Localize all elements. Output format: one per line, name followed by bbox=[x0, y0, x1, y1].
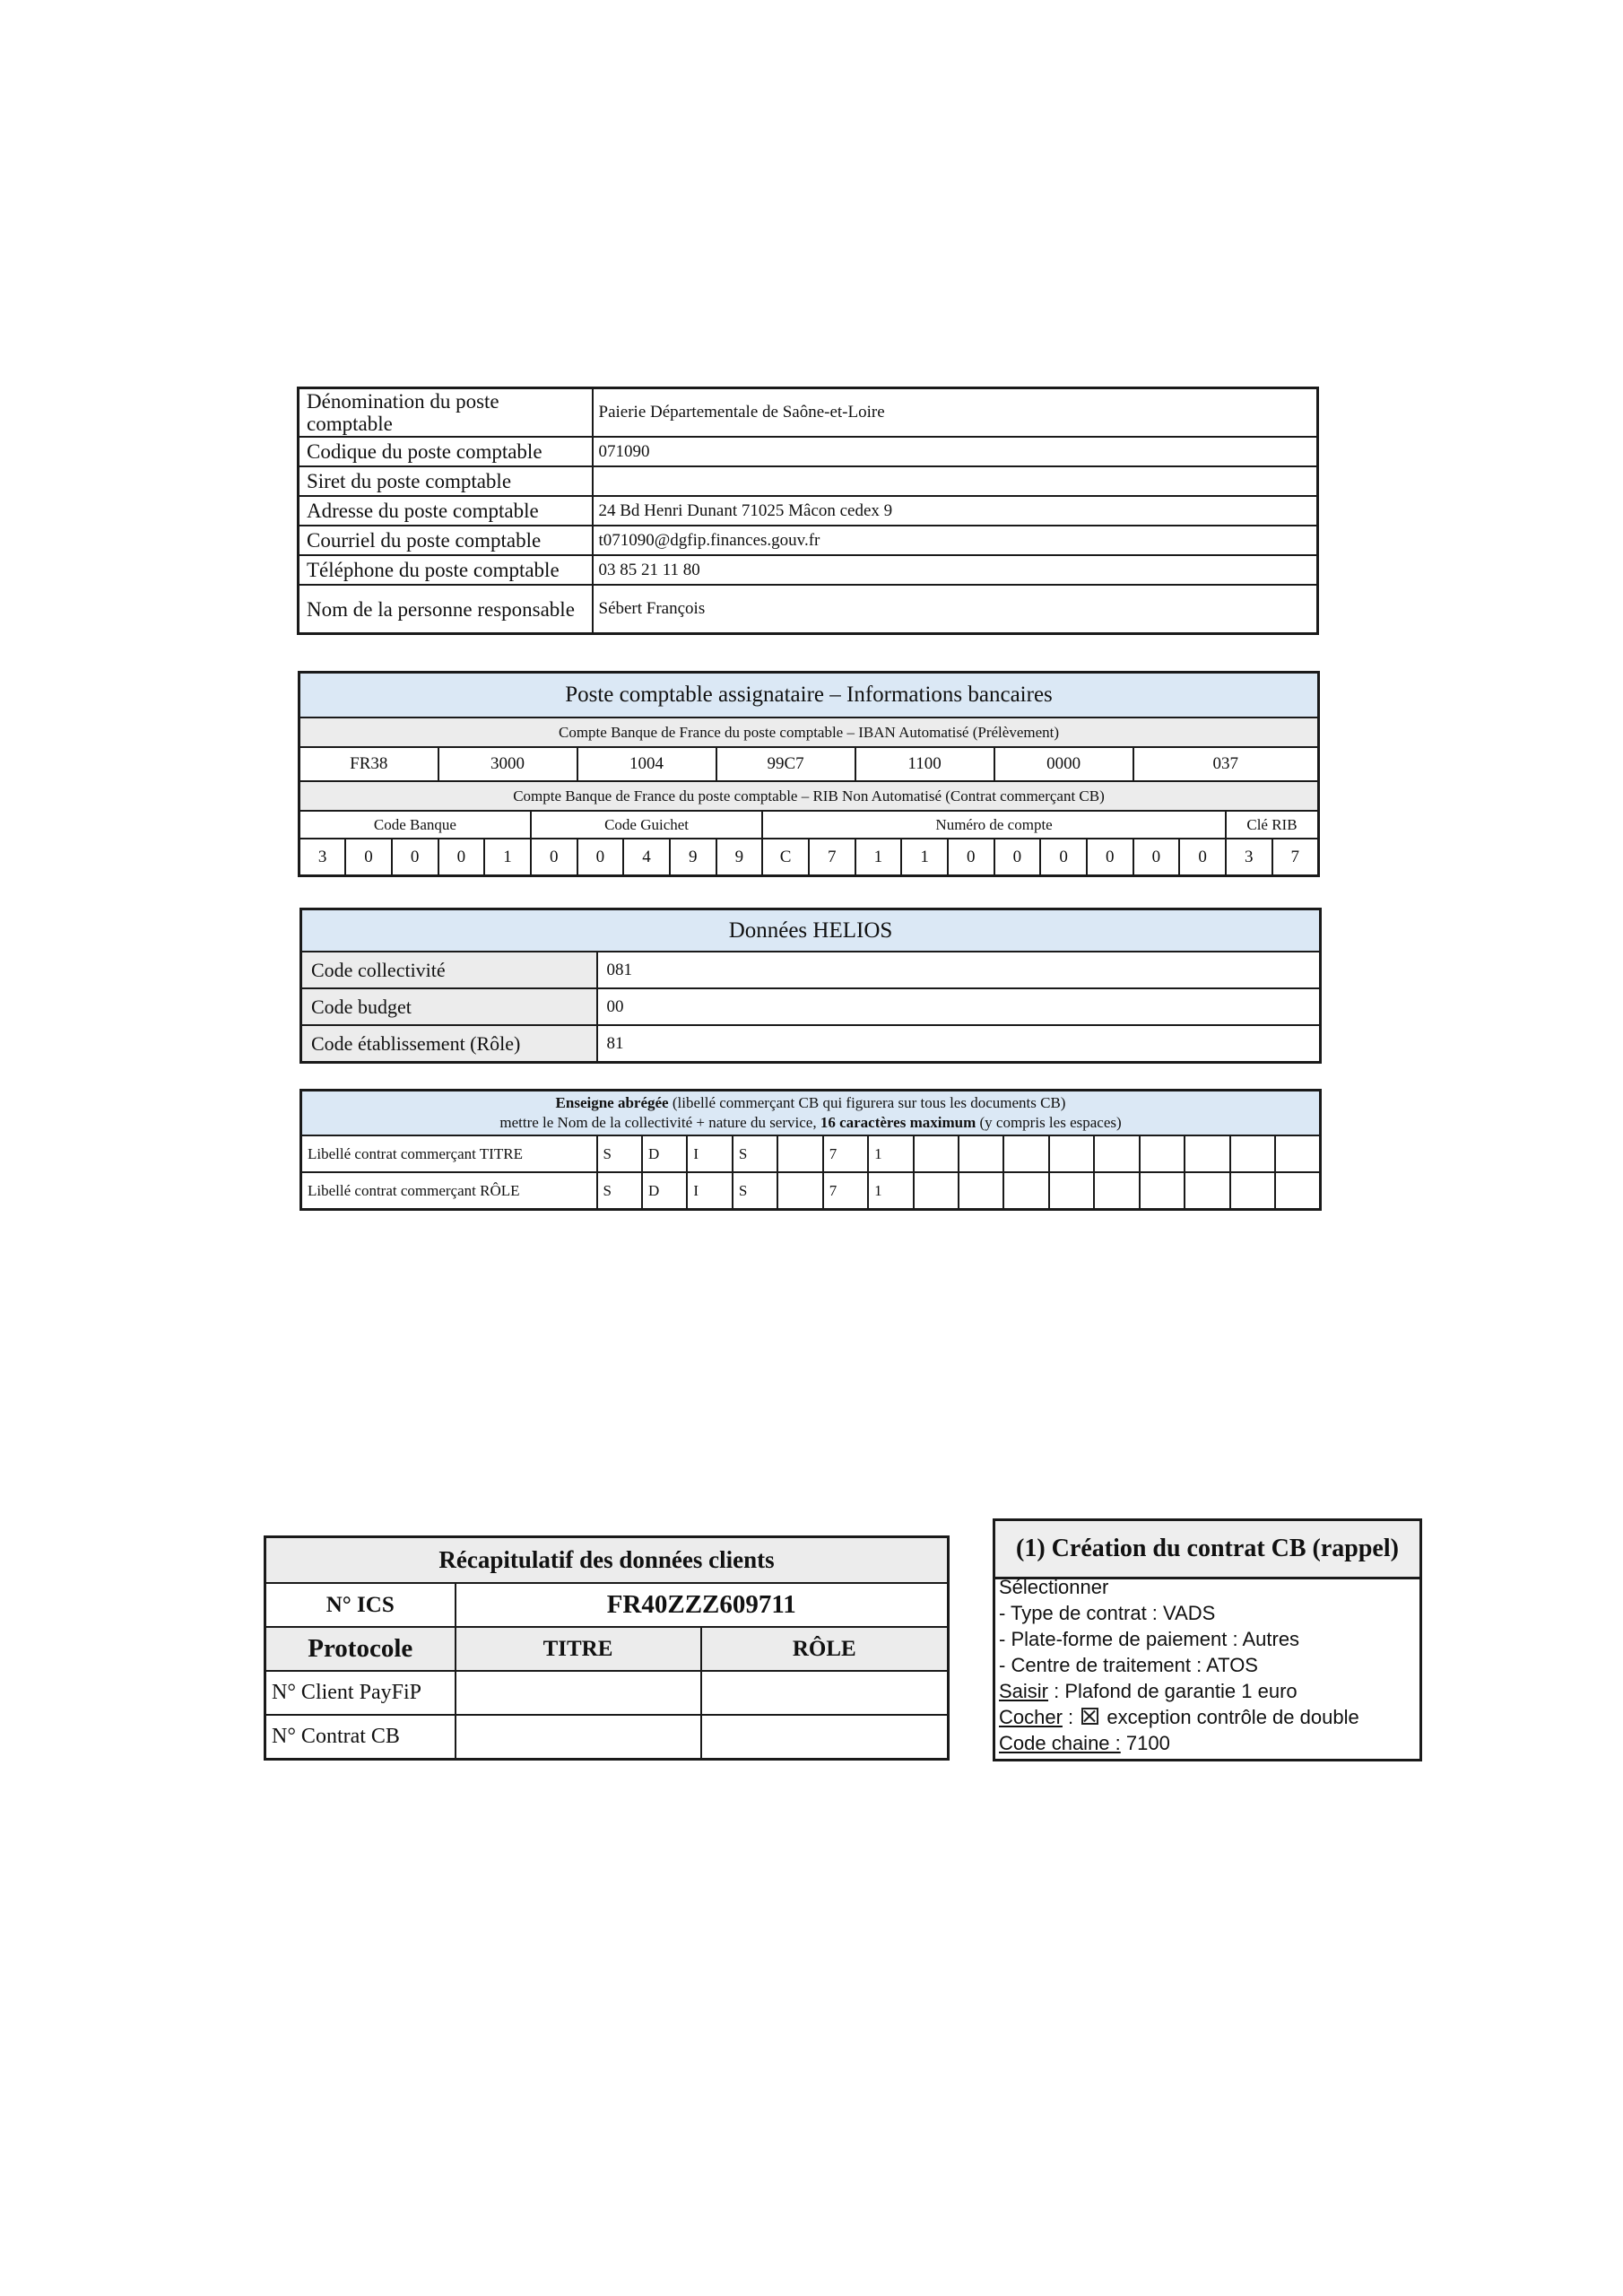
poste-row bbox=[299, 526, 1318, 555]
poste-row-label: Nom de la personne responsable bbox=[299, 585, 593, 634]
helios-row-label: Code budget bbox=[301, 988, 597, 1025]
cb-saisir-line bbox=[999, 1678, 1416, 1704]
poste-comptable-table bbox=[297, 387, 1319, 635]
rib-digit: 0 bbox=[1040, 839, 1087, 876]
enseigne-char-cell[interactable]: I bbox=[687, 1135, 732, 1172]
iban-row bbox=[299, 747, 1319, 781]
enseigne-char-cell[interactable]: 1 bbox=[868, 1135, 913, 1172]
poste-row-value: t071090@dgfip.finances.gouv.fr bbox=[593, 526, 1318, 555]
contrat-cb-titre-cell[interactable] bbox=[456, 1715, 701, 1760]
col-role-header: RÔLE bbox=[701, 1627, 949, 1671]
helios-row-value: 81 bbox=[597, 1025, 1321, 1063]
ics-label: N° ICS bbox=[265, 1583, 456, 1627]
enseigne-char-cell[interactable] bbox=[1185, 1172, 1229, 1210]
cb-selectionner: Sélectionner bbox=[999, 1576, 1109, 1598]
enseigne-line2-b: (y compris les espaces) bbox=[976, 1114, 1122, 1131]
enseigne-char-cell[interactable]: S bbox=[597, 1172, 642, 1210]
rib-digit: 0 bbox=[948, 839, 994, 876]
helios-row bbox=[301, 1025, 1321, 1063]
client-payfip-titre-cell[interactable] bbox=[456, 1671, 701, 1715]
bank-info-table bbox=[298, 671, 1320, 877]
creation-contrat-cb-title: (1) Création du contrat CB (rappel) bbox=[995, 1521, 1419, 1579]
rib-digit: 0 bbox=[392, 839, 438, 876]
poste-row bbox=[299, 388, 1318, 438]
iban-part: 1100 bbox=[855, 747, 994, 781]
enseigne-char-cell[interactable] bbox=[777, 1135, 822, 1172]
enseigne-char-cell[interactable] bbox=[1230, 1135, 1275, 1172]
enseigne-char-cell[interactable] bbox=[1185, 1135, 1229, 1172]
iban-part: 037 bbox=[1133, 747, 1319, 781]
recap-title: Récapitulatif des données clients bbox=[265, 1537, 949, 1584]
enseigne-row-label: Libellé contrat commerçant RÔLE bbox=[301, 1172, 597, 1210]
poste-row-label: Adresse du poste comptable bbox=[299, 496, 593, 526]
rib-digit: C bbox=[762, 839, 809, 876]
enseigne-char-cell[interactable]: S bbox=[733, 1172, 777, 1210]
poste-row bbox=[299, 496, 1318, 526]
enseigne-char-cell[interactable] bbox=[1049, 1135, 1094, 1172]
enseigne-char-cell[interactable]: D bbox=[642, 1172, 687, 1210]
enseigne-char-cell[interactable]: 1 bbox=[868, 1172, 913, 1210]
enseigne-char-cell[interactable] bbox=[914, 1135, 959, 1172]
poste-row bbox=[299, 555, 1318, 585]
cb-centre: - Centre de traitement : ATOS bbox=[999, 1654, 1258, 1676]
enseigne-row bbox=[301, 1172, 1321, 1210]
poste-row-value: 071090 bbox=[593, 437, 1318, 466]
helios-table bbox=[299, 908, 1322, 1064]
enseigne-row-label: Libellé contrat commerçant TITRE bbox=[301, 1135, 597, 1172]
enseigne-char-cell[interactable] bbox=[1003, 1135, 1048, 1172]
enseigne-char-cell[interactable] bbox=[959, 1135, 1003, 1172]
poste-row-label: Téléphone du poste comptable bbox=[299, 555, 593, 585]
rib-digit-row bbox=[299, 839, 1319, 876]
cb-cocher-line: Cocher : exception contrôle de double bbox=[999, 1706, 1359, 1728]
enseigne-char-cell[interactable]: 7 bbox=[823, 1135, 868, 1172]
rib-digit: 0 bbox=[1087, 839, 1133, 876]
ics-value: FR40ZZZ609711 bbox=[456, 1583, 949, 1627]
enseigne-line2-a: mettre le Nom de la collectivité + nature du service, bbox=[499, 1114, 820, 1131]
enseigne-title bbox=[301, 1091, 1321, 1136]
rib-digit: 0 bbox=[531, 839, 577, 876]
rib-digit: 7 bbox=[809, 839, 855, 876]
poste-row-value: 03 85 21 11 80 bbox=[593, 555, 1318, 585]
helios-row-value: 00 bbox=[597, 988, 1321, 1025]
protocole-label: Protocole bbox=[265, 1627, 456, 1671]
rib-header-cle-rib: Clé RIB bbox=[1226, 811, 1319, 839]
iban-part: 1004 bbox=[577, 747, 716, 781]
rib-digit: 9 bbox=[716, 839, 763, 876]
cb-code-label: Code chaine : bbox=[999, 1732, 1121, 1754]
helios-row-label: Code collectivité bbox=[301, 952, 597, 988]
bank-info-title: Poste comptable assignataire – Informations bancaires bbox=[299, 673, 1319, 718]
rib-heading: Compte Banque de France du poste comptable – RIB Non Automatisé (Contrat commerçant CB) bbox=[299, 781, 1319, 811]
col-titre-header: TITRE bbox=[456, 1627, 701, 1671]
poste-row bbox=[299, 585, 1318, 634]
enseigne-char-cell[interactable] bbox=[914, 1172, 959, 1210]
creation-contrat-cb-body bbox=[995, 1574, 1419, 1756]
enseigne-char-cell[interactable]: I bbox=[687, 1172, 732, 1210]
client-payfip-label: N° Client PayFiP bbox=[265, 1671, 456, 1715]
rib-header-numero-compte: Numéro de compte bbox=[762, 811, 1226, 839]
contrat-cb-role-cell[interactable] bbox=[701, 1715, 949, 1760]
enseigne-char-cell[interactable] bbox=[1003, 1172, 1048, 1210]
contrat-cb-label: N° Contrat CB bbox=[265, 1715, 456, 1760]
cb-plateforme: - Plate-forme de paiement : Autres bbox=[999, 1628, 1300, 1650]
rib-digit: 9 bbox=[670, 839, 716, 876]
iban-part: FR38 bbox=[299, 747, 438, 781]
enseigne-char-cell[interactable] bbox=[1049, 1172, 1094, 1210]
cb-cocher-label: Cocher bbox=[999, 1706, 1063, 1728]
checked-box-icon bbox=[1081, 1708, 1098, 1725]
rib-header-row bbox=[299, 811, 1319, 839]
poste-row-value: 24 Bd Henri Dunant 71025 Mâcon cedex 9 bbox=[593, 496, 1318, 526]
rib-digit: 1 bbox=[901, 839, 948, 876]
rib-digit: 1 bbox=[484, 839, 531, 876]
poste-row-value bbox=[593, 466, 1318, 496]
client-payfip-role-cell[interactable] bbox=[701, 1671, 949, 1715]
enseigne-char-cell[interactable] bbox=[1230, 1172, 1275, 1210]
cb-saisir-label: Saisir bbox=[999, 1680, 1049, 1702]
iban-part: 0000 bbox=[994, 747, 1133, 781]
poste-row bbox=[299, 437, 1318, 466]
enseigne-char-cell[interactable]: S bbox=[733, 1135, 777, 1172]
rib-header-code-guichet: Code Guichet bbox=[531, 811, 762, 839]
helios-row-value: 081 bbox=[597, 952, 1321, 988]
cb-cocher-text: exception contrôle de double bbox=[1101, 1706, 1359, 1728]
poste-row-label: Codique du poste comptable bbox=[299, 437, 593, 466]
creation-contrat-cb-box bbox=[993, 1518, 1422, 1761]
enseigne-char-cell[interactable] bbox=[1140, 1172, 1185, 1210]
cb-type-contrat: - Type de contrat : VADS bbox=[999, 1602, 1216, 1624]
enseigne-char-cell[interactable] bbox=[1275, 1135, 1320, 1172]
helios-row bbox=[301, 952, 1321, 988]
enseigne-char-cell[interactable] bbox=[959, 1172, 1003, 1210]
helios-title: Données HELIOS bbox=[301, 909, 1321, 952]
enseigne-table bbox=[299, 1089, 1322, 1211]
enseigne-char-cell[interactable]: D bbox=[642, 1135, 687, 1172]
enseigne-char-cell[interactable]: 7 bbox=[823, 1172, 868, 1210]
rib-digit: 0 bbox=[1133, 839, 1180, 876]
enseigne-char-cell[interactable] bbox=[1140, 1135, 1185, 1172]
recap-table bbox=[264, 1535, 950, 1761]
iban-part: 3000 bbox=[438, 747, 577, 781]
enseigne-char-cell[interactable] bbox=[1275, 1172, 1320, 1210]
rib-digit: 0 bbox=[994, 839, 1041, 876]
poste-row-label: Dénomination du poste comptable bbox=[299, 388, 593, 438]
rib-digit: 3 bbox=[299, 839, 346, 876]
enseigne-line2-bold: 16 caractères maximum bbox=[820, 1114, 976, 1131]
enseigne-char-cell[interactable]: S bbox=[597, 1135, 642, 1172]
iban-heading: Compte Banque de France du poste comptable – IBAN Automatisé (Prélèvement) bbox=[299, 718, 1319, 747]
helios-row bbox=[301, 988, 1321, 1025]
rib-digit: 0 bbox=[577, 839, 624, 876]
rib-digit: 3 bbox=[1226, 839, 1272, 876]
rib-digit: 0 bbox=[438, 839, 485, 876]
cb-code-value: 7100 bbox=[1120, 1732, 1170, 1754]
iban-part: 99C7 bbox=[716, 747, 855, 781]
enseigne-char-cell[interactable] bbox=[777, 1172, 822, 1210]
poste-row bbox=[299, 466, 1318, 496]
helios-row-label: Code établissement (Rôle) bbox=[301, 1025, 597, 1063]
enseigne-char-cell[interactable] bbox=[1094, 1172, 1139, 1210]
enseigne-char-cell[interactable] bbox=[1094, 1135, 1139, 1172]
enseigne-title-bold: Enseigne abrégée bbox=[555, 1094, 669, 1111]
enseigne-title-rest: (libellé commerçant CB qui figurera sur tous les documents CB) bbox=[668, 1094, 1066, 1111]
enseigne-row bbox=[301, 1135, 1321, 1172]
rib-digit: 0 bbox=[345, 839, 392, 876]
poste-row-label: Siret du poste comptable bbox=[299, 466, 593, 496]
poste-row-label: Courriel du poste comptable bbox=[299, 526, 593, 555]
cb-saisir-text: : Plafond de garantie 1 euro bbox=[1048, 1680, 1298, 1702]
rib-header-code-banque: Code Banque bbox=[299, 811, 531, 839]
rib-digit: 7 bbox=[1272, 839, 1319, 876]
rib-digit: 4 bbox=[623, 839, 670, 876]
poste-row-value: Sébert François bbox=[593, 585, 1318, 634]
rib-digit: 1 bbox=[855, 839, 902, 876]
rib-digit: 0 bbox=[1179, 839, 1226, 876]
cb-code-line bbox=[999, 1730, 1416, 1756]
poste-row-value: Paierie Départementale de Saône-et-Loire bbox=[593, 388, 1318, 438]
